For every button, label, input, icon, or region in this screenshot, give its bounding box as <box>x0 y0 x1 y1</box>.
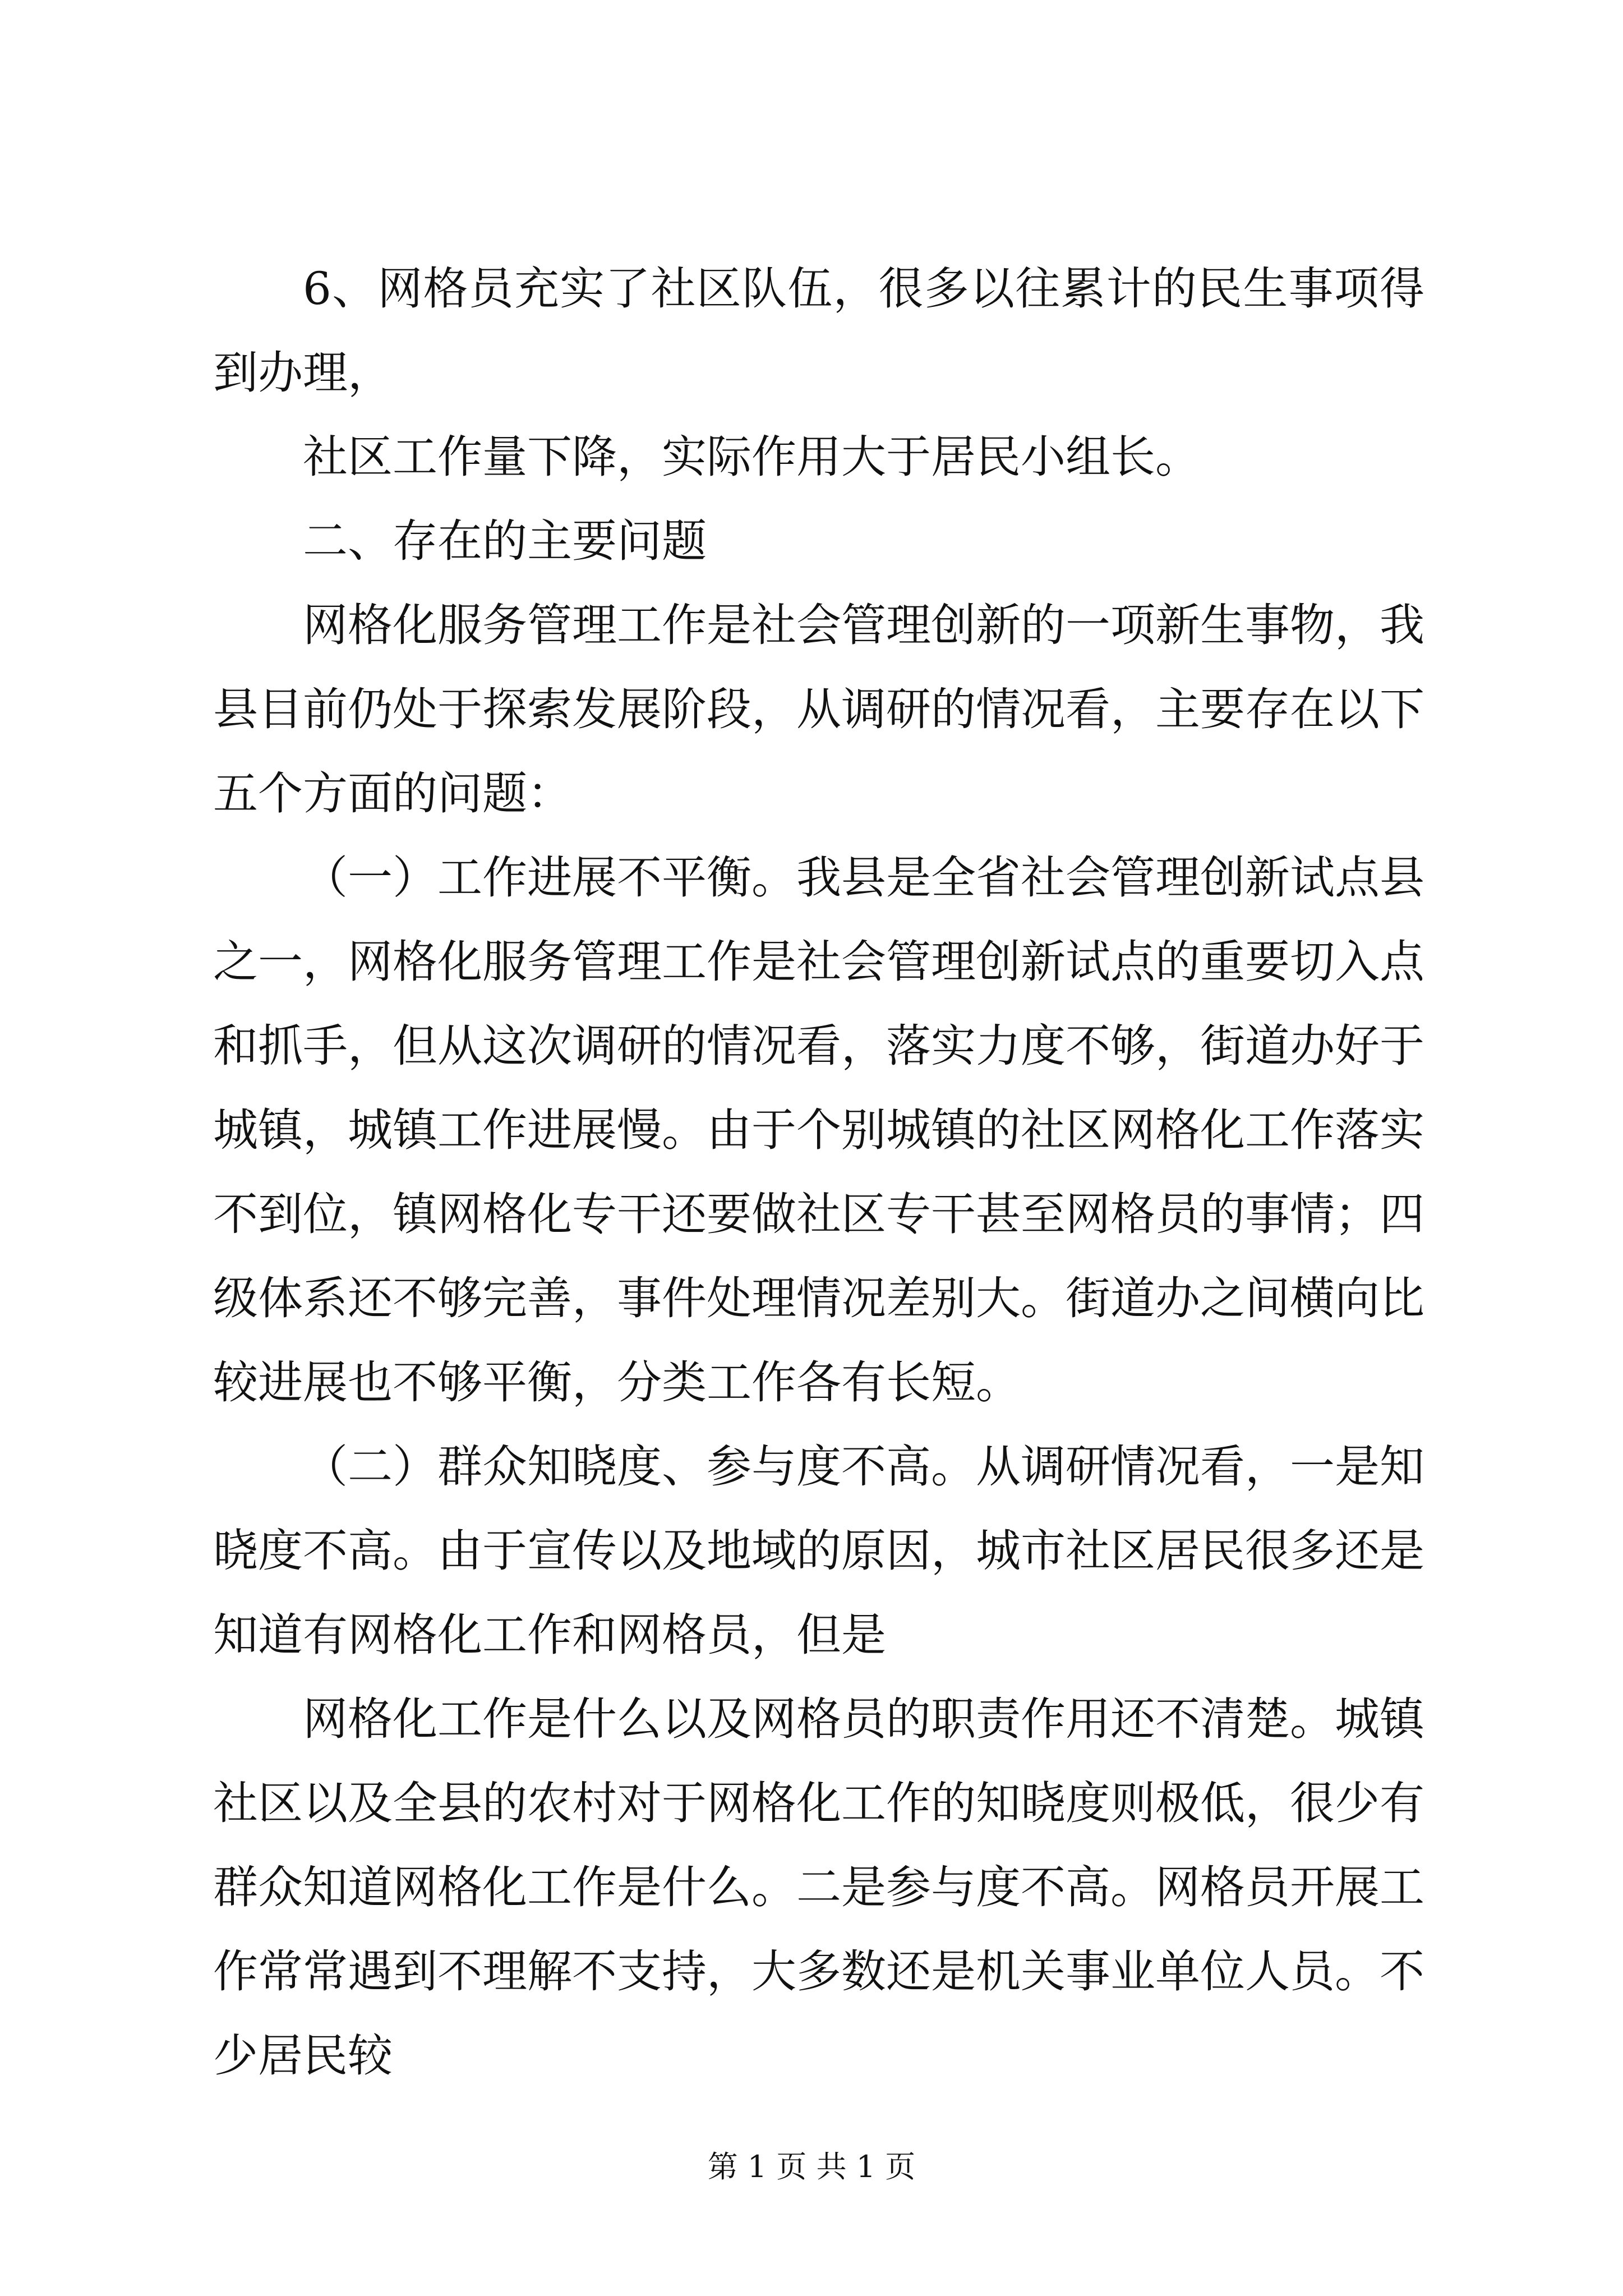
paragraph-workload: 社区工作量下降，实际作用大于居民小组长。 <box>303 431 1200 483</box>
paragraph-intro-problems: 网格化服务管理工作是社会管理创新的一项新生事物，我县目前仍处于探索发展阶段，从调研的情况看，主要存在以下五个方面的问题： <box>213 599 1424 820</box>
section-heading-main-problems: 二、存在的主要问题 <box>303 515 707 567</box>
document-body <box>213 247 1424 2098</box>
page-footer: 第 1 页 共 1 页 <box>707 2149 916 2184</box>
paragraph-item-6: 6、网格员充实了社区队伍，很多以往累计的民生事项得到办理， <box>213 263 1424 399</box>
paragraph-problem-1: （一）工作进展不平衡。我县是全省社会管理创新试点县之一，网格化服务管理工作是社会管理创新试点的重要切入点和抓手，但从这次调研的情况看，落实力度不够，街道办好于城镇，城镇工作进展慢。由于个别城镇的社区网格化工作落实不到位，镇网格化专干还要做社区专干甚至网格员的事情；四级体系还不够完善，事件处理情况差别大。街道办之间横向比较进展也不够平衡，分类工作各有长短。 <box>213 852 1424 1409</box>
paragraph-problem-2-continued: 网格化工作是什么以及网格员的职责作用还不清楚。城镇社区以及全县的农村对于网格化工作的知晓度则极低，很少有群众知道网格化工作是什么。二是参与度不高。网格员开展工作常常遇到不理解不支持，大多数还是机关事业单位人员。不少居民较 <box>213 1693 1424 2082</box>
paragraph-problem-2: （二）群众知晓度、参与度不高。从调研情况看，一是知晓度不高。由于宣传以及地域的原因，城市社区居民很多还是知道有网格化工作和网格员，但是 <box>213 1441 1424 1661</box>
